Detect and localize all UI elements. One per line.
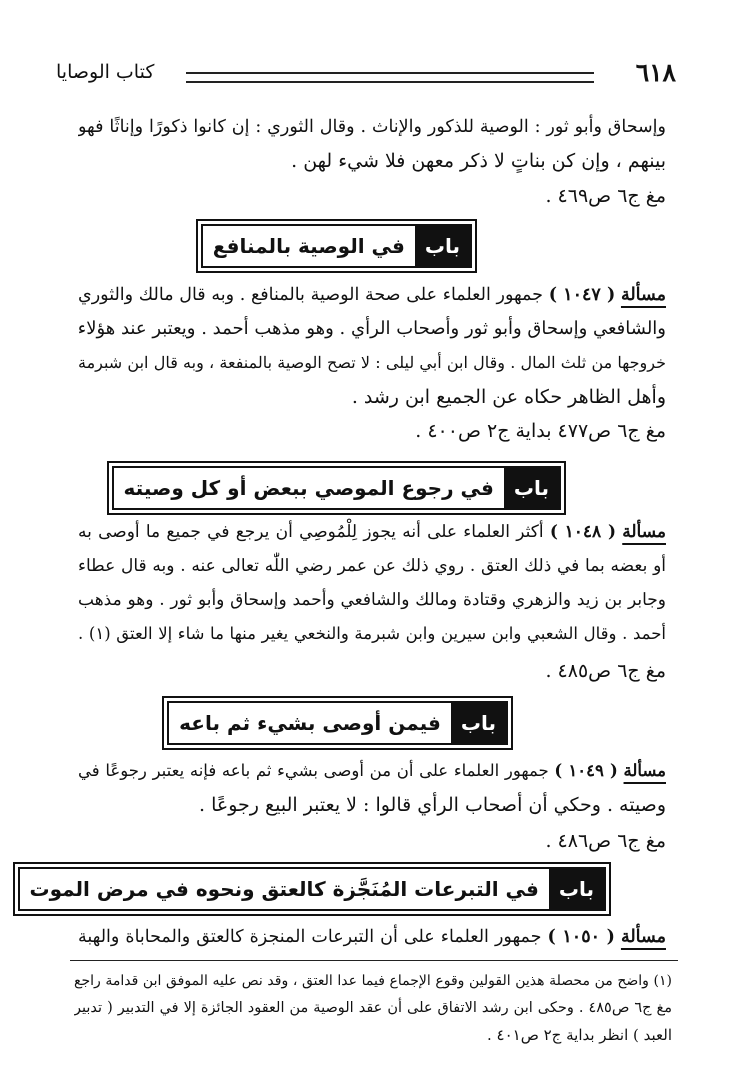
text-line: خروجها من ثلث المال . وقال ابن أبي ليلى : لا تصح الوصية بالمنفعة ، وبه قال ابن شبرمة — [78, 353, 666, 372]
bab-label: باب — [549, 869, 604, 909]
masala-number: ( ١٠٤٧ ) — [548, 285, 616, 305]
chapter-heading — [201, 224, 472, 268]
masala-number: ( ١٠٤٨ ) — [549, 522, 616, 542]
source-reference: مغ ج٦ ص٤٨٦ . — [545, 830, 666, 852]
masala-first-line — [78, 517, 666, 547]
masala-label: مسألة — [620, 927, 666, 947]
bab-label: باب — [504, 468, 559, 508]
masala-text: جمهور العلماء على أن من أوصى بشيء ثم باعه فإنه يعتبر رجوعًا في — [78, 761, 549, 780]
masala-text: أكثر العلماء على أنه يجوز لِلْمُوصِي أن يرجع في جميع ما أوصى به — [78, 522, 544, 542]
masala-text: جمهور العلماء على أن التبرعات المنجزة كالعتق والمحاباة والهبة — [78, 927, 542, 947]
chapter-title: في الوصية بالمنافع — [212, 234, 405, 258]
masala-text: جمهور العلماء على صحة الوصية بالمنافع . وبه قال مالك والثوري — [78, 285, 543, 305]
masala-number: ( ١٠٥٠ ) — [547, 927, 615, 947]
masala-number: ( ١٠٤٩ ) — [554, 761, 618, 780]
footnote-line: مغ ج٦ ص٤٨٥ . وحكى ابن رشد الاتفاق على أن عقد الوصية من العقود الجائزة إلا في التدبير ( تدبير — [74, 1000, 672, 1016]
masala-label: مسألة — [620, 285, 666, 305]
text-line: أو بعضه بما في ذلك العتق . روي ذلك عن عمر رضي اللّٰه تعالى عنه . وبه قال عطاء — [78, 556, 666, 576]
masala-label: مسألة — [623, 761, 666, 780]
bab-label: باب — [451, 703, 506, 743]
chapter-title: فيمن أوصى بشيء ثم باعه — [179, 711, 441, 735]
masala-label: مسألة — [622, 522, 666, 542]
source-reference: مغ ج٦ ص٤٦٩ . — [545, 185, 666, 207]
chapter-heading — [167, 701, 508, 745]
source-reference: مغ ج٦ ص٤٨٥ . — [545, 660, 666, 682]
chapter-heading — [112, 466, 561, 510]
text-line: وإسحاق وأبو ثور : الوصية للذكور والإناث . وقال الثوري : إن كانوا ذكورًا وإناثًا فهو — [78, 117, 666, 137]
text-line: أحمد . وقال الشعبي وابن سيرين وابن شبرمة والنخعي يغير منها ما شاء إلا العتق (١) . — [78, 624, 666, 643]
text-line: بينهم ، وإن كن بناتٍ لا ذكر معهن فلا شيء لهن . — [291, 150, 666, 172]
page-number: ٦١٨ — [635, 58, 676, 87]
masala-first-line — [78, 756, 666, 786]
masala-first-line — [78, 922, 666, 952]
source-reference: مغ ج٦ ص٤٧٧ بداية ج٢ ص٤٠٠ . — [415, 420, 666, 442]
chapter-title: في رجوع الموصي ببعض أو كل وصيته — [123, 476, 494, 500]
text-line: وصيته . وحكي أن أصحاب الرأي قالوا : لا يعتبر البيع رجوعًا . — [199, 794, 666, 816]
header-rule — [186, 72, 594, 83]
chapter-heading — [18, 867, 607, 911]
bab-label: باب — [415, 226, 470, 266]
text-line: والشافعي وإسحاق وأبو ثور وأصحاب الرأي . وهو مذهب أحمد . ويعتبر عند هؤلاء — [78, 318, 666, 339]
chapter-title: في التبرعات المُنَجَّزة كالعتق ونحوه في مرض الموت — [29, 877, 539, 901]
footnote-line: العبد ) انظر بداية ج٢ ص٤٠١ . — [486, 1026, 672, 1044]
running-header — [56, 58, 676, 92]
text-line: وأهل الظاهر حكاه عن الجميع ابن رشد . — [351, 386, 666, 408]
masala-first-line — [78, 280, 666, 310]
text-line: وجابر بن زيد والزهري وقتادة ومالك والشافعي وأحمد وإسحاق وأبو ثور . وهو مذهب — [78, 590, 666, 610]
footnote-line: (١) واضح من محصلة هذين القولين وقوع الإجماع فيما عدا العتق ، وقد نص عليه الموفق ابن قدامة راجع — [74, 973, 672, 989]
book-title: كتاب الوصايا — [56, 61, 155, 83]
footnote-rule — [70, 960, 678, 961]
